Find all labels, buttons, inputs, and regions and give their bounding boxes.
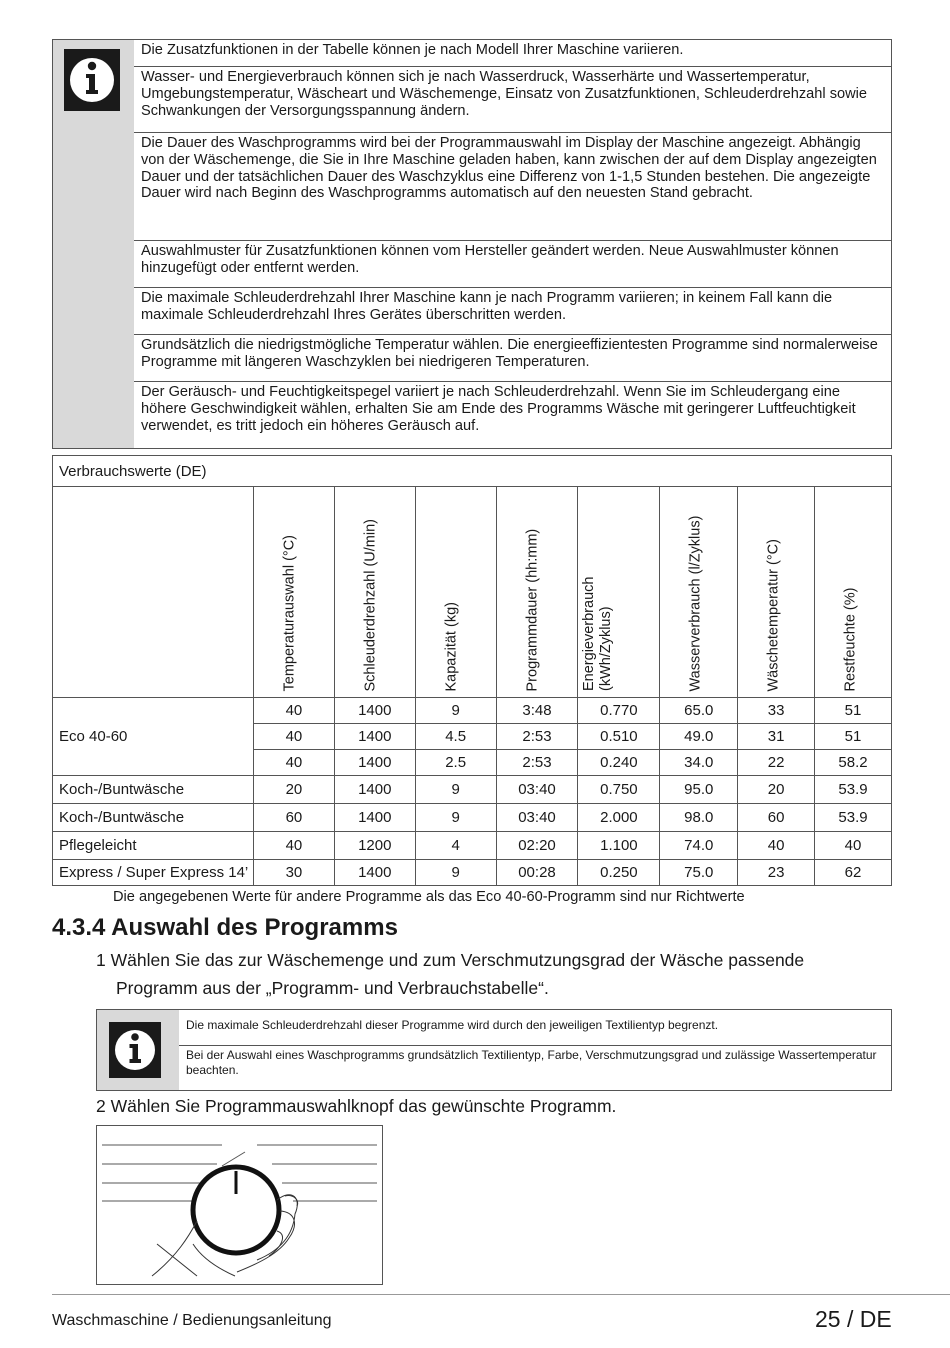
header-cell xyxy=(496,487,578,698)
cell: 30 xyxy=(253,860,334,886)
cell: 1400 xyxy=(334,860,415,886)
cell: 51 xyxy=(815,724,892,750)
cell: 00:28 xyxy=(496,860,578,886)
cell: 51 xyxy=(815,698,892,724)
cell: 3:48 xyxy=(496,698,578,724)
cell: 1400 xyxy=(334,804,415,832)
header-cell xyxy=(334,487,415,698)
program-name: Koch-/Buntwäsche xyxy=(53,804,254,832)
cell: 2:53 xyxy=(496,724,578,750)
table-row xyxy=(53,698,892,724)
cell: 31 xyxy=(738,724,815,750)
cell: 20 xyxy=(738,776,815,804)
info-box-program xyxy=(96,1009,892,1091)
header-cell xyxy=(738,487,815,698)
cell: 49.0 xyxy=(660,724,738,750)
info-icon xyxy=(64,49,120,111)
footer-manual-title: Waschmaschine / Bedienungsanleitung xyxy=(52,1312,332,1329)
consumption-table xyxy=(52,455,892,886)
cell: 1400 xyxy=(334,776,415,804)
cell: 65.0 xyxy=(660,698,738,724)
cell: 40 xyxy=(253,698,334,724)
cell: 40 xyxy=(253,832,334,860)
cell: 9 xyxy=(415,860,496,886)
info-icon-column xyxy=(97,1010,179,1090)
header-blank xyxy=(53,487,254,698)
cell: 02:20 xyxy=(496,832,578,860)
cell: 20 xyxy=(253,776,334,804)
cell: 0.250 xyxy=(578,860,660,886)
footer-rule xyxy=(52,1294,950,1295)
divider xyxy=(179,1045,891,1046)
cell: 1200 xyxy=(334,832,415,860)
cell: 9 xyxy=(415,776,496,804)
header-label: Schleuderdrehzahl (U/min) xyxy=(362,518,379,691)
cell: 95.0 xyxy=(660,776,738,804)
table-row xyxy=(53,832,892,860)
cell: 4.5 xyxy=(415,724,496,750)
note-row: Wasser- und Energieverbrauch können sich je nach Wasserdruck, Wasserhärte und Wassertemperatur, Umgebungstemperatur, Wäscheart und Wäschemenge, Einsatz von Zusatzfunktionen, Schleuderdrehzahl sowie Schwankungen der Versorgungsspannung ändern. xyxy=(134,67,891,133)
cell: 60 xyxy=(738,804,815,832)
cell: 40 xyxy=(815,832,892,860)
cell: 1400 xyxy=(334,750,415,776)
cell: 4 xyxy=(415,832,496,860)
table-footnote: Die angegebenen Werte für andere Programme als das Eco 40-60-Programm sind nur Richtwerte xyxy=(113,889,745,905)
cell: 53.9 xyxy=(815,804,892,832)
cell: 74.0 xyxy=(660,832,738,860)
page-number: 25 / DE xyxy=(815,1306,892,1332)
cell: 34.0 xyxy=(660,750,738,776)
cell: 1400 xyxy=(334,724,415,750)
info-icon-column xyxy=(53,40,134,448)
section-title: 4.3.4 Auswahl des Programms xyxy=(52,914,398,941)
note-row: Grundsätzlich die niedrigstmögliche Temperatur wählen. Die energieeffizientesten Programme sind normalerweise Programme mit längeren Waschzyklen bei niedrigeren Temperaturen. xyxy=(134,335,891,382)
cell: 03:40 xyxy=(496,776,578,804)
cell: 22 xyxy=(738,750,815,776)
step-1-line-2: Programm aus der „Programm- und Verbrauchstabelle“. xyxy=(116,978,549,998)
header-cell xyxy=(815,487,892,698)
header-label: Energieverbrauch (kWh/Zyklus) xyxy=(581,576,614,691)
header-label: Restfeuchte (%) xyxy=(842,587,859,691)
note-row: Die Zusatzfunktionen in der Tabelle können je nach Modell Ihrer Maschine variieren. xyxy=(134,40,891,67)
cell: 9 xyxy=(415,698,496,724)
header-label: Wasserverbrauch (l/Zyklus) xyxy=(687,515,704,691)
header-label: Wäschetemperatur (°C) xyxy=(765,538,782,691)
cell: 62 xyxy=(815,860,892,886)
header-label: Temperaturauswahl (°C) xyxy=(281,534,298,691)
cell: 2:53 xyxy=(496,750,578,776)
info-icon xyxy=(109,1022,161,1078)
cell: 0.240 xyxy=(578,750,660,776)
cell: 2.5 xyxy=(415,750,496,776)
table-row xyxy=(53,804,892,832)
cell: 2.000 xyxy=(578,804,660,832)
note-row: Bei der Auswahl eines Waschprogramms grundsätzlich Textilientyp, Farbe, Verschmutzungsgrad und zulässige Wassertemperatur beachten. xyxy=(186,1048,877,1077)
cell: 75.0 xyxy=(660,860,738,886)
cell: 98.0 xyxy=(660,804,738,832)
program-name: Koch-/Buntwäsche xyxy=(53,776,254,804)
program-name: Pflegeleicht xyxy=(53,832,254,860)
cell: 40 xyxy=(253,750,334,776)
cell: 0.510 xyxy=(578,724,660,750)
header-cell xyxy=(415,487,496,698)
cell: 40 xyxy=(738,832,815,860)
cell: 0.770 xyxy=(578,698,660,724)
note-row: Der Geräusch- und Feuchtigkeitspegel variiert je nach Schleuderdrehzahl. Wenn Sie im Schleudergang eine höhere Geschwindigkeit wählen, erhalten Sie am Ende des Programms Wäsche mit geringerer Luftfeuchtigkeit verwendet, es tritt jedoch ein höheres Geräusch auf. xyxy=(141,384,856,434)
note-row: Die maximale Schleuderdrehzahl dieser Programme wird durch den jeweiligen Textilientyp begrenzt. xyxy=(186,1018,719,1032)
table-caption: Verbrauchswerte (DE) xyxy=(53,456,892,487)
cell: 33 xyxy=(738,698,815,724)
program-name: Eco 40-60 xyxy=(53,698,254,776)
cell: 23 xyxy=(738,860,815,886)
table-row xyxy=(53,860,892,886)
header-label: Programmdauer (hh:mm) xyxy=(524,528,541,691)
cell: 0.750 xyxy=(578,776,660,804)
table-row xyxy=(53,776,892,804)
step-2: 2 Wählen Sie Programmauswahlknopf das gewünschte Programm. xyxy=(96,1096,617,1116)
header-cell xyxy=(253,487,334,698)
info-box-general xyxy=(52,39,892,449)
header-cell xyxy=(660,487,738,698)
cell: 58.2 xyxy=(815,750,892,776)
note-row: Die Dauer des Waschprogramms wird bei der Programmauswahl im Display der Maschine angezeigt. Abhängig von der Wäschemenge, die Sie in Ihre Maschine geladen haben, kann zwischen der auf dem Display angezeigten Dauer und der tatsächlichen Dauer des Waschzyklus eine Differenz von 1-1,5 Stunden bestehen. Die angezeigte Dauer wird nach Beginn des Waschprogramms automatisch auf den neuesten Stand gebracht. xyxy=(134,133,891,241)
program-name: Express / Super Express 14’ xyxy=(53,860,254,886)
cell: 53.9 xyxy=(815,776,892,804)
header-cell xyxy=(578,487,660,698)
cell: 03:40 xyxy=(496,804,578,832)
step-1-line-1: 1 Wählen Sie das zur Wäschemenge und zum Verschmutzungsgrad der Wäsche passende xyxy=(96,950,805,970)
knob-illustration xyxy=(96,1125,383,1285)
note-row: Auswahlmuster für Zusatzfunktionen können vom Hersteller geändert werden. Neue Auswahlmuster können hinzugefügt oder entfernt werden. xyxy=(134,241,891,288)
note-row: Die maximale Schleuderdrehzahl Ihrer Maschine kann je nach Programm variieren; in keinem Fall kann die maximale Schleuderdrehzahl Ihres Gerätes überschritten werden. xyxy=(134,288,891,335)
cell: 9 xyxy=(415,804,496,832)
cell: 1400 xyxy=(334,698,415,724)
cell: 60 xyxy=(253,804,334,832)
cell: 1.100 xyxy=(578,832,660,860)
cell: 40 xyxy=(253,724,334,750)
header-label: Kapazität (kg) xyxy=(443,601,460,691)
